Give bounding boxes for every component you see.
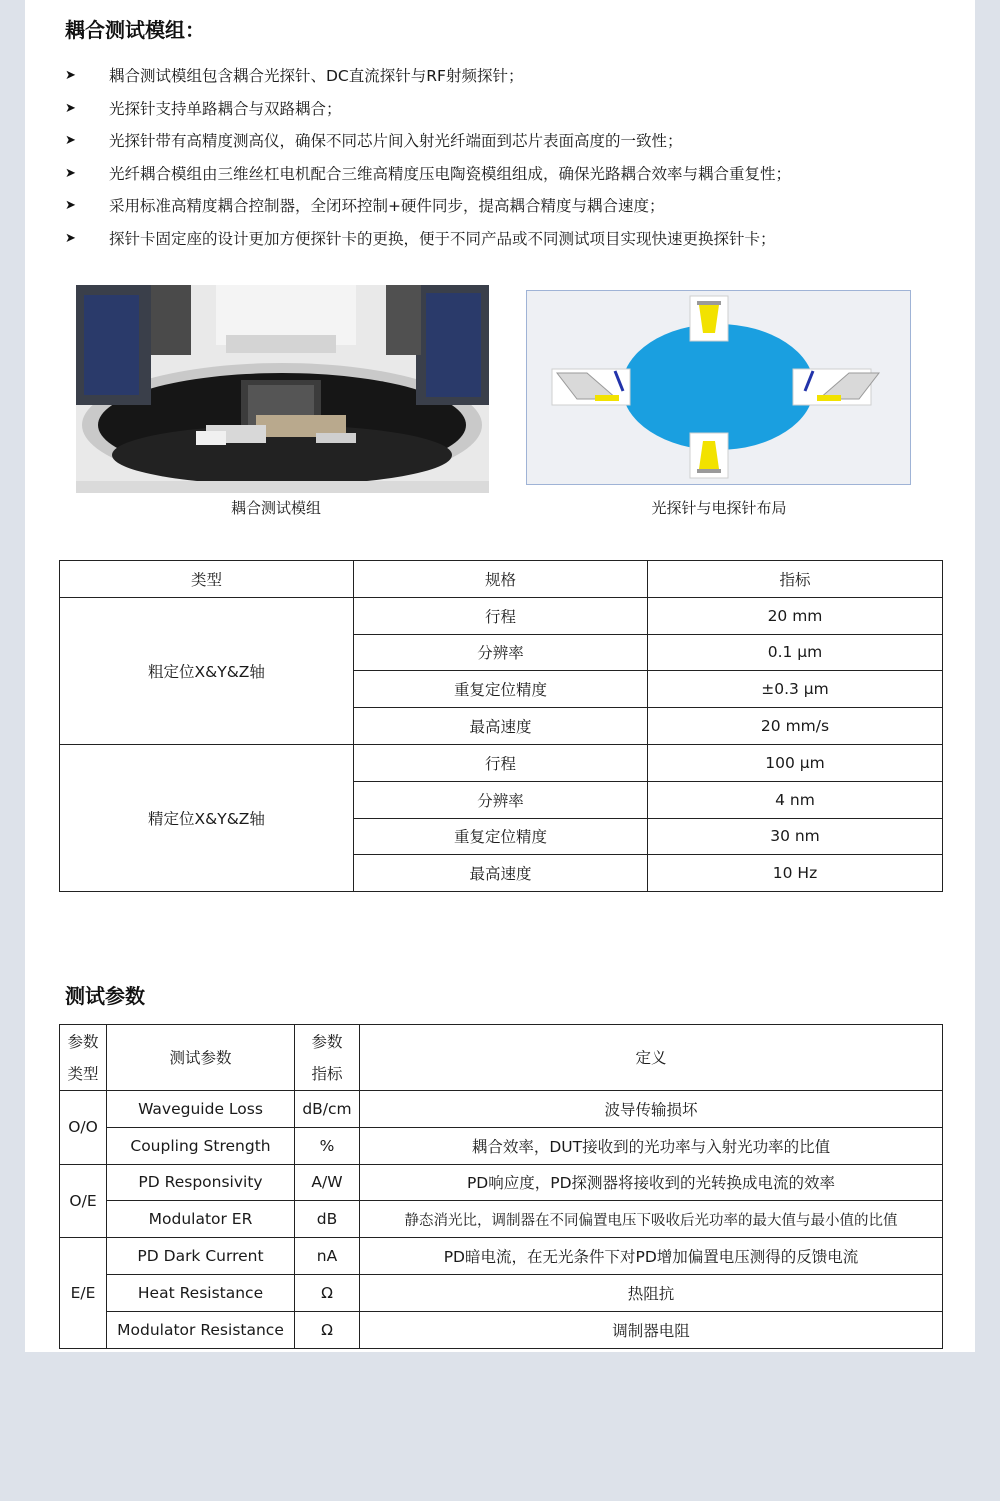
figure-caption-right: 光探针与电探针布局: [651, 499, 787, 517]
table-row: [60, 1127, 943, 1164]
category-cell: O/E: [60, 1164, 107, 1238]
wafer-shape: [622, 324, 814, 450]
unit-cell: Ω: [295, 1274, 360, 1311]
value-cell: 20 mm/s: [648, 708, 943, 745]
spec-cell: 重复定位精度: [354, 818, 648, 855]
definition-cell: PD暗电流，在无光条件下对PD增加偏置电压测得的反馈电流: [360, 1238, 943, 1275]
param-cell: PD Dark Current: [107, 1238, 295, 1275]
header-value: 指标: [648, 561, 943, 598]
param-cell: Heat Resistance: [107, 1274, 295, 1311]
unit-cell: %: [295, 1127, 360, 1164]
feature-list: [65, 60, 945, 255]
unit-cell: A/W: [295, 1164, 360, 1201]
table-row: [60, 1091, 943, 1128]
spec-cell: 行程: [354, 744, 648, 781]
value-cell: 10 Hz: [648, 855, 943, 892]
param-cell: Coupling Strength: [107, 1127, 295, 1164]
spec-cell: 最高速度: [354, 855, 648, 892]
page-margin-left: [0, 0, 25, 1501]
table-row: [60, 1311, 943, 1348]
arrow-bullet-icon: ➤: [65, 165, 76, 181]
arrow-bullet-icon: ➤: [65, 68, 76, 83]
table-header-row: [60, 561, 943, 598]
list-item: ➤ 光纤耦合模组由三维丝杠电机配合三维高精度压电陶瓷模组组成，确保光路耦合效率与耦合重复性；: [65, 158, 945, 191]
category-cell: E/E: [60, 1238, 107, 1348]
figure-caption-left: 耦合测试模组: [230, 499, 321, 517]
definition-cell: PD响应度，PD探测器将接收到的光转换成电流的效率: [360, 1164, 943, 1201]
spec-cell: 分辨率: [354, 634, 648, 671]
list-item: ➤ 光探针带有高精度测高仪，确保不同芯片间入射光纤端面到芯片表面高度的一致性；: [65, 125, 945, 158]
list-item: ➤ 探针卡固定座的设计更加方便探针卡的更换，便于不同产品或不同测试项目实现快速更换探针卡；: [65, 223, 945, 256]
probe-layout-svg: [527, 291, 909, 483]
spec-table: [59, 560, 943, 892]
param-cell: Waveguide Loss: [107, 1091, 295, 1128]
unit-cell: nA: [295, 1238, 360, 1275]
table-header-row: [60, 1025, 943, 1091]
arrow-bullet-icon: ➤: [65, 100, 76, 116]
value-cell: 20 mm: [648, 597, 943, 634]
page-bottom-area: [25, 1352, 975, 1501]
test-params-table: [59, 1024, 943, 1349]
section-title-test-params: 测试参数: [65, 984, 145, 1008]
arrow-bullet-icon: ➤: [65, 230, 76, 246]
header-spec: 规格: [354, 561, 648, 598]
probe-layout-diagram: [526, 290, 911, 485]
spec-cell: 行程: [354, 597, 648, 634]
list-item: ➤ 耦合测试模组包含耦合光探针、DC直流探针与RF射频探针；: [65, 60, 945, 93]
header-unit: 参数 指标: [295, 1025, 360, 1091]
arrow-bullet-icon: ➤: [65, 198, 76, 213]
table-row: [60, 597, 943, 634]
value-cell: 100 μm: [648, 744, 943, 781]
header-param: 测试参数: [107, 1025, 295, 1091]
table-row: [60, 1201, 943, 1238]
group-type-cell: 精定位X&Y&Z轴: [60, 744, 354, 891]
param-cell: Modulator Resistance: [107, 1311, 295, 1348]
header-type: 类型: [60, 561, 354, 598]
value-cell: 4 nm: [648, 781, 943, 818]
param-cell: Modulator ER: [107, 1201, 295, 1238]
group-type-cell: 粗定位X&Y&Z轴: [60, 597, 354, 744]
header-category: 参数 类型: [60, 1025, 107, 1091]
arrow-bullet-icon: ➤: [65, 133, 76, 148]
equipment-illustration: [76, 285, 489, 493]
unit-cell: dB/cm: [295, 1091, 360, 1128]
definition-cell: 波导传输损坏: [360, 1091, 943, 1128]
spec-cell: 分辨率: [354, 781, 648, 818]
definition-cell: 静态消光比，调制器在不同偏置电压下吸收后光功率的最大值与最小值的比值: [360, 1201, 943, 1238]
section-title-coupling: 耦合测试模组：: [65, 18, 205, 42]
value-cell: 30 nm: [648, 818, 943, 855]
value-cell: 0.1 μm: [648, 634, 943, 671]
list-item: ➤ 采用标准高精度耦合控制器，全闭环控制+硬件同步，提高耦合精度与耦合速度；: [65, 190, 945, 223]
spec-cell: 重复定位精度: [354, 671, 648, 708]
table-row: [60, 1238, 943, 1275]
definition-cell: 耦合效率，DUT接收到的光功率与入射光功率的比值: [360, 1127, 943, 1164]
param-cell: PD Responsivity: [107, 1164, 295, 1201]
definition-cell: 调制器电阻: [360, 1311, 943, 1348]
page-margin-right: [975, 0, 1000, 1501]
value-cell: ±0.3 μm: [648, 671, 943, 708]
table-row: [60, 1164, 943, 1201]
document-sheet: [45, 0, 955, 1352]
unit-cell: Ω: [295, 1311, 360, 1348]
definition-cell: 热阻抗: [360, 1274, 943, 1311]
list-item: ➤ 光探针支持单路耦合与双路耦合；: [65, 93, 945, 126]
unit-cell: dB: [295, 1201, 360, 1238]
coupling-module-photo: [76, 285, 489, 493]
table-row: [60, 1274, 943, 1311]
category-cell: O/O: [60, 1091, 107, 1165]
table-row: [60, 744, 943, 781]
spec-cell: 最高速度: [354, 708, 648, 745]
header-definition: 定义: [360, 1025, 943, 1091]
